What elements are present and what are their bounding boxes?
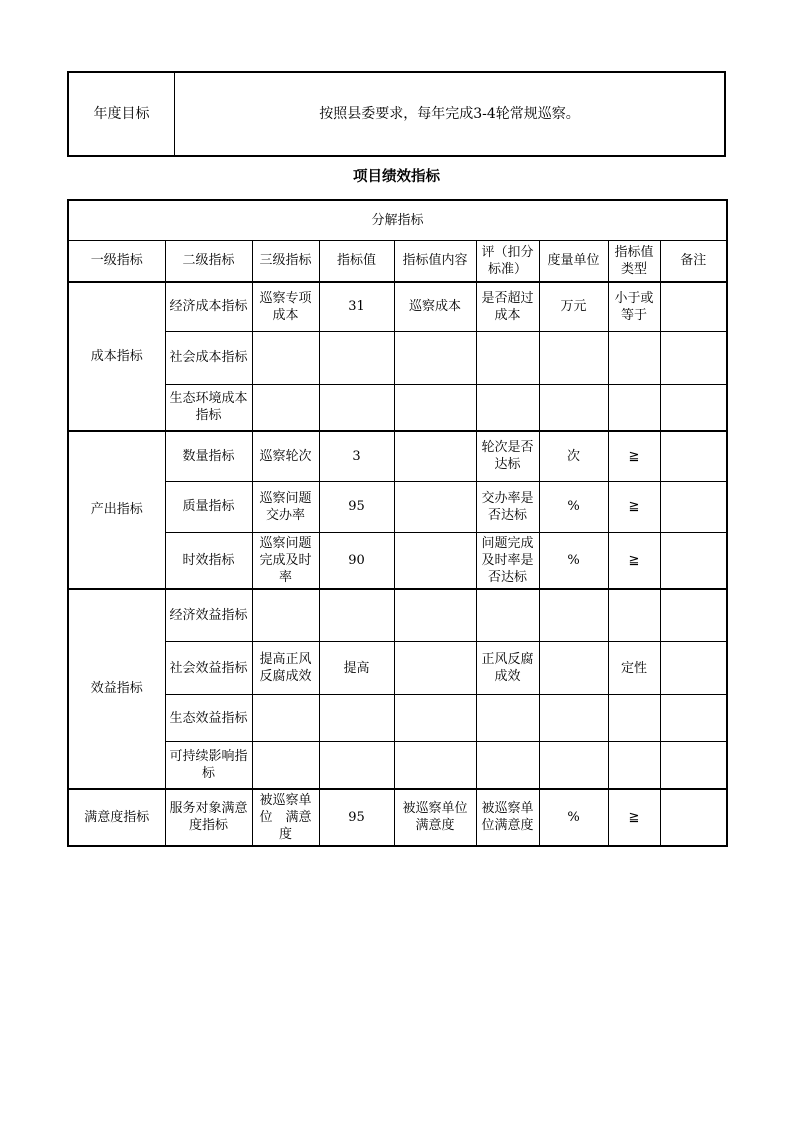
- table-cell: 生态效益指标: [165, 695, 252, 742]
- annual-goal-label: 年度目标: [68, 72, 175, 156]
- column-header-row: [68, 240, 727, 282]
- level1-group-cell-satisfaction: 满意度指标: [68, 789, 165, 846]
- merged-header-cell: 分解指标: [68, 200, 727, 240]
- table-cell: [252, 695, 319, 742]
- table-cell: [660, 282, 727, 331]
- table-cell: [394, 642, 476, 695]
- table-cell: 定性: [608, 642, 660, 695]
- table-cell: ≧: [608, 789, 660, 846]
- table-cell: ≧: [608, 481, 660, 532]
- table-cell: [660, 695, 727, 742]
- table-cell: 90: [319, 532, 394, 589]
- table-row: [68, 481, 727, 532]
- table-cell: 3: [319, 431, 394, 481]
- table-cell: 数量指标: [165, 431, 252, 481]
- table-cell: [252, 331, 319, 384]
- table-cell: [660, 789, 727, 846]
- table-cell: [539, 695, 608, 742]
- table-cell: [539, 642, 608, 695]
- table-cell: 服务对象满意度指标: [165, 789, 252, 846]
- table-cell: 95: [319, 481, 394, 532]
- column-header-deduction: 评（扣分标准）: [476, 240, 539, 282]
- column-header-level1: 一级指标: [68, 240, 165, 282]
- annual-goal-table: [67, 71, 726, 157]
- table-cell: [394, 431, 476, 481]
- column-header-value-content: 指标值内容: [394, 240, 476, 282]
- table-row: [68, 695, 727, 742]
- table-cell: 社会成本指标: [165, 331, 252, 384]
- table-cell: 巡察问题完成及时率: [252, 532, 319, 589]
- table-cell: 巡察成本: [394, 282, 476, 331]
- table-cell: 轮次是否达标: [476, 431, 539, 481]
- table-row: [68, 589, 727, 642]
- table-cell: [319, 695, 394, 742]
- table-cell: 提高正风反腐成效: [252, 642, 319, 695]
- table-cell: [539, 331, 608, 384]
- table-cell: [608, 589, 660, 642]
- table-cell: [608, 695, 660, 742]
- table-cell: [539, 742, 608, 789]
- level1-group-cell-cost: 成本指标: [68, 282, 165, 431]
- table-cell: [394, 331, 476, 384]
- table-cell: [252, 589, 319, 642]
- table-row: [68, 742, 727, 789]
- table-cell: 小于或等于: [608, 282, 660, 331]
- table-cell: [252, 384, 319, 431]
- table-cell: 巡察问题交办率: [252, 481, 319, 532]
- table-cell: 正风反腐成效: [476, 642, 539, 695]
- table-row: [68, 789, 727, 846]
- table-row: [68, 384, 727, 431]
- table-cell: [319, 384, 394, 431]
- table-cell: [660, 331, 727, 384]
- table-cell: [394, 589, 476, 642]
- table-cell: ≧: [608, 431, 660, 481]
- table-cell: [608, 384, 660, 431]
- table-row: [68, 532, 727, 589]
- table-cell: 经济成本指标: [165, 282, 252, 331]
- table-cell: [394, 384, 476, 431]
- annual-goal-content: 按照县委要求，每年完成3-4轮常规巡察。: [175, 72, 726, 156]
- table-cell: 巡察专项成本: [252, 282, 319, 331]
- table-cell: 被巡察单位满意度: [394, 789, 476, 846]
- table-cell: %: [539, 532, 608, 589]
- table-cell: [660, 384, 727, 431]
- table-cell: [660, 431, 727, 481]
- column-header-remark: 备注: [660, 240, 727, 282]
- column-header-unit: 度量单位: [539, 240, 608, 282]
- table-cell: [476, 384, 539, 431]
- table-cell: %: [539, 481, 608, 532]
- table-cell: 生态环境成本指标: [165, 384, 252, 431]
- table-cell: 31: [319, 282, 394, 331]
- column-header-value: 指标值: [319, 240, 394, 282]
- table-cell: [660, 589, 727, 642]
- table-cell: 万元: [539, 282, 608, 331]
- table-cell: [394, 742, 476, 789]
- table-cell: [394, 481, 476, 532]
- table-cell: [394, 532, 476, 589]
- table-cell: 问题完成及时率是否达标: [476, 532, 539, 589]
- table-cell: 提高: [319, 642, 394, 695]
- column-header-value-type: 指标值类型: [608, 240, 660, 282]
- table-cell: [319, 589, 394, 642]
- table-cell: [394, 695, 476, 742]
- table-cell: %: [539, 789, 608, 846]
- performance-indicators-table: [67, 199, 728, 847]
- table-cell: [476, 695, 539, 742]
- level1-group-cell-output: 产出指标: [68, 431, 165, 589]
- table-cell: [660, 532, 727, 589]
- table-cell: [252, 742, 319, 789]
- table-cell: [319, 742, 394, 789]
- table-cell: [476, 331, 539, 384]
- table-cell: [660, 481, 727, 532]
- table-cell: [660, 642, 727, 695]
- table-cell: ≧: [608, 532, 660, 589]
- table-cell: [660, 742, 727, 789]
- table-cell: 可持续影响指标: [165, 742, 252, 789]
- table-cell: [608, 742, 660, 789]
- table-cell: 巡察轮次: [252, 431, 319, 481]
- table-cell: [608, 331, 660, 384]
- table-cell: 交办率是否达标: [476, 481, 539, 532]
- merged-header-row: [68, 200, 727, 240]
- table-cell: [319, 331, 394, 384]
- table-cell: 次: [539, 431, 608, 481]
- table-row: [68, 642, 727, 695]
- column-header-level2: 二级指标: [165, 240, 252, 282]
- column-header-level3: 三级指标: [252, 240, 319, 282]
- level1-group-cell-benefit: 效益指标: [68, 589, 165, 789]
- table-cell: [476, 742, 539, 789]
- table-cell: 经济效益指标: [165, 589, 252, 642]
- table-cell: 95: [319, 789, 394, 846]
- table-row: [68, 331, 727, 384]
- table-cell: 被巡察单位 满意度: [252, 789, 319, 846]
- section-title: 项目绩效指标: [353, 168, 440, 185]
- table-row: [68, 431, 727, 481]
- table-cell: [539, 384, 608, 431]
- table-cell: 是否超过成本: [476, 282, 539, 331]
- table-cell: [539, 589, 608, 642]
- table-cell: 社会效益指标: [165, 642, 252, 695]
- table-cell: [476, 589, 539, 642]
- table-cell: 质量指标: [165, 481, 252, 532]
- table-row: [68, 282, 727, 331]
- table-row: [68, 72, 725, 156]
- table-cell: 时效指标: [165, 532, 252, 589]
- table-cell: 被巡察单位满意度: [476, 789, 539, 846]
